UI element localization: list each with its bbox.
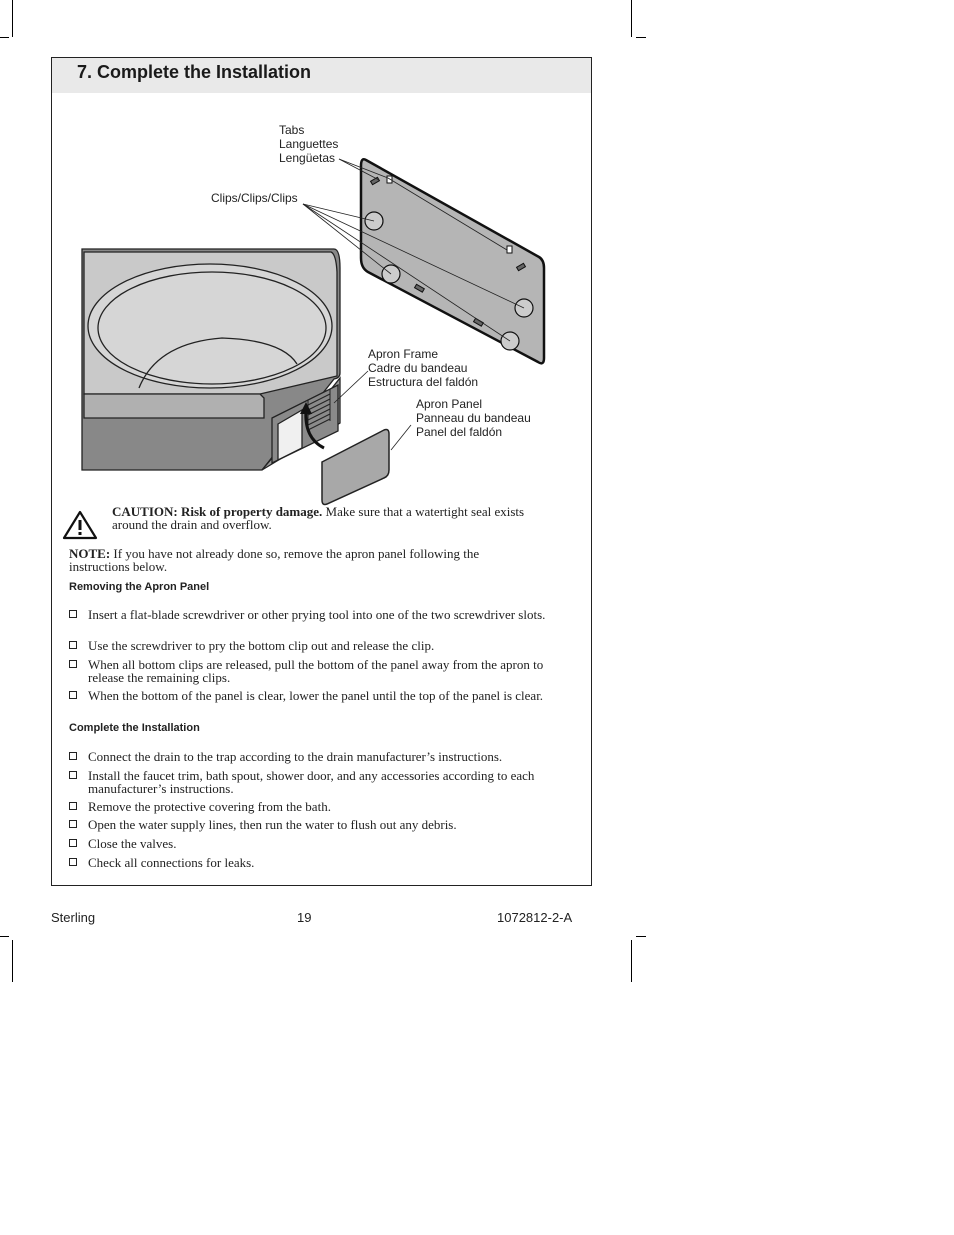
list-item-text: Check all connections for leaks. bbox=[88, 855, 255, 870]
apron-panel-label-fr: Panneau du bandeau bbox=[416, 411, 531, 425]
clips-label: Clips/Clips/Clips bbox=[211, 191, 298, 205]
checkbox-icon bbox=[69, 820, 77, 828]
footer-page-number: 19 bbox=[297, 910, 312, 925]
checkbox-icon bbox=[69, 802, 77, 810]
crop-mark bbox=[0, 936, 9, 937]
list-item-text: When the bottom of the panel is clear, lower the panel until the top of the panel is clear. bbox=[88, 688, 544, 703]
checkbox-icon bbox=[69, 610, 77, 618]
list-item-text: Install the faucet trim, bath spout, shower door, and any accessories according to each manufacturer’s instructions. bbox=[88, 768, 535, 796]
bathtub-drawing bbox=[82, 249, 340, 470]
apron-panel-label bbox=[416, 397, 531, 439]
note-lead: NOTE: bbox=[69, 546, 111, 561]
caution-text bbox=[112, 505, 562, 531]
section-frame bbox=[51, 57, 592, 886]
footer-doc-number: 1072812-2-A bbox=[497, 910, 573, 925]
list-item-text: Close the valves. bbox=[88, 836, 177, 851]
tabs-label-fr: Languettes bbox=[279, 137, 339, 151]
apron-panel-label-es: Panel del faldón bbox=[416, 425, 503, 439]
note-text bbox=[69, 547, 539, 573]
checkbox-icon bbox=[69, 641, 77, 649]
note-body: If you have not already done so, remove the apron panel following the instructions below. bbox=[69, 546, 480, 574]
apron-panel-drawing bbox=[322, 430, 389, 505]
apron-frame-label bbox=[368, 347, 478, 389]
removing-heading: Removing the Apron Panel bbox=[69, 581, 210, 593]
checkbox-icon bbox=[69, 839, 77, 847]
crop-mark bbox=[12, 0, 13, 37]
complete-heading: Complete the Installation bbox=[69, 722, 200, 734]
checkbox-icon bbox=[69, 771, 77, 779]
list-item-text: Insert a flat-blade screwdriver or other prying tool into one of the two screwdriver slots. bbox=[88, 607, 546, 622]
apron-panel-label-en: Apron Panel bbox=[416, 397, 483, 411]
crop-mark bbox=[636, 936, 646, 937]
crop-mark bbox=[631, 0, 632, 37]
crop-mark bbox=[636, 37, 646, 38]
apron-frame-label-en: Apron Frame bbox=[368, 347, 439, 361]
apron-frame-drawing bbox=[361, 159, 544, 363]
checkbox-icon bbox=[69, 691, 77, 699]
crop-mark bbox=[631, 940, 632, 982]
checkbox-icon bbox=[69, 752, 77, 760]
caution-lead: CAUTION: Risk of property damage. bbox=[112, 504, 323, 519]
tabs-label-es: Lengüetas bbox=[279, 151, 336, 165]
checkbox-icon bbox=[69, 858, 77, 866]
warning-icon bbox=[62, 510, 98, 540]
apron-frame-label-es: Estructura del faldón bbox=[368, 375, 479, 389]
tabs-label bbox=[279, 123, 338, 165]
apron-frame-label-fr: Cadre du bandeau bbox=[368, 361, 468, 375]
list-item-text: Open the water supply lines, then run the water to flush out any debris. bbox=[88, 817, 457, 832]
checkbox-icon bbox=[69, 660, 77, 668]
list-item-text: Remove the protective covering from the bath. bbox=[88, 799, 331, 814]
list-item-text: When all bottom clips are released, pull the bottom of the panel away from the apron to release the remaining clips. bbox=[88, 657, 544, 685]
list-item-text: Connect the drain to the trap according to the drain manufacturer’s instructions. bbox=[88, 749, 503, 764]
footer-brand: Sterling bbox=[51, 910, 96, 925]
caution-body: Make sure that a watertight seal exists around the drain and overflow. bbox=[112, 504, 525, 532]
crop-mark bbox=[12, 940, 13, 982]
section-title: 7. Complete the Installation bbox=[77, 62, 312, 82]
list-item-text: Use the screwdriver to pry the bottom clip out and release the clip. bbox=[88, 638, 435, 653]
crop-mark bbox=[0, 37, 9, 38]
tabs-label-en: Tabs bbox=[279, 123, 305, 137]
